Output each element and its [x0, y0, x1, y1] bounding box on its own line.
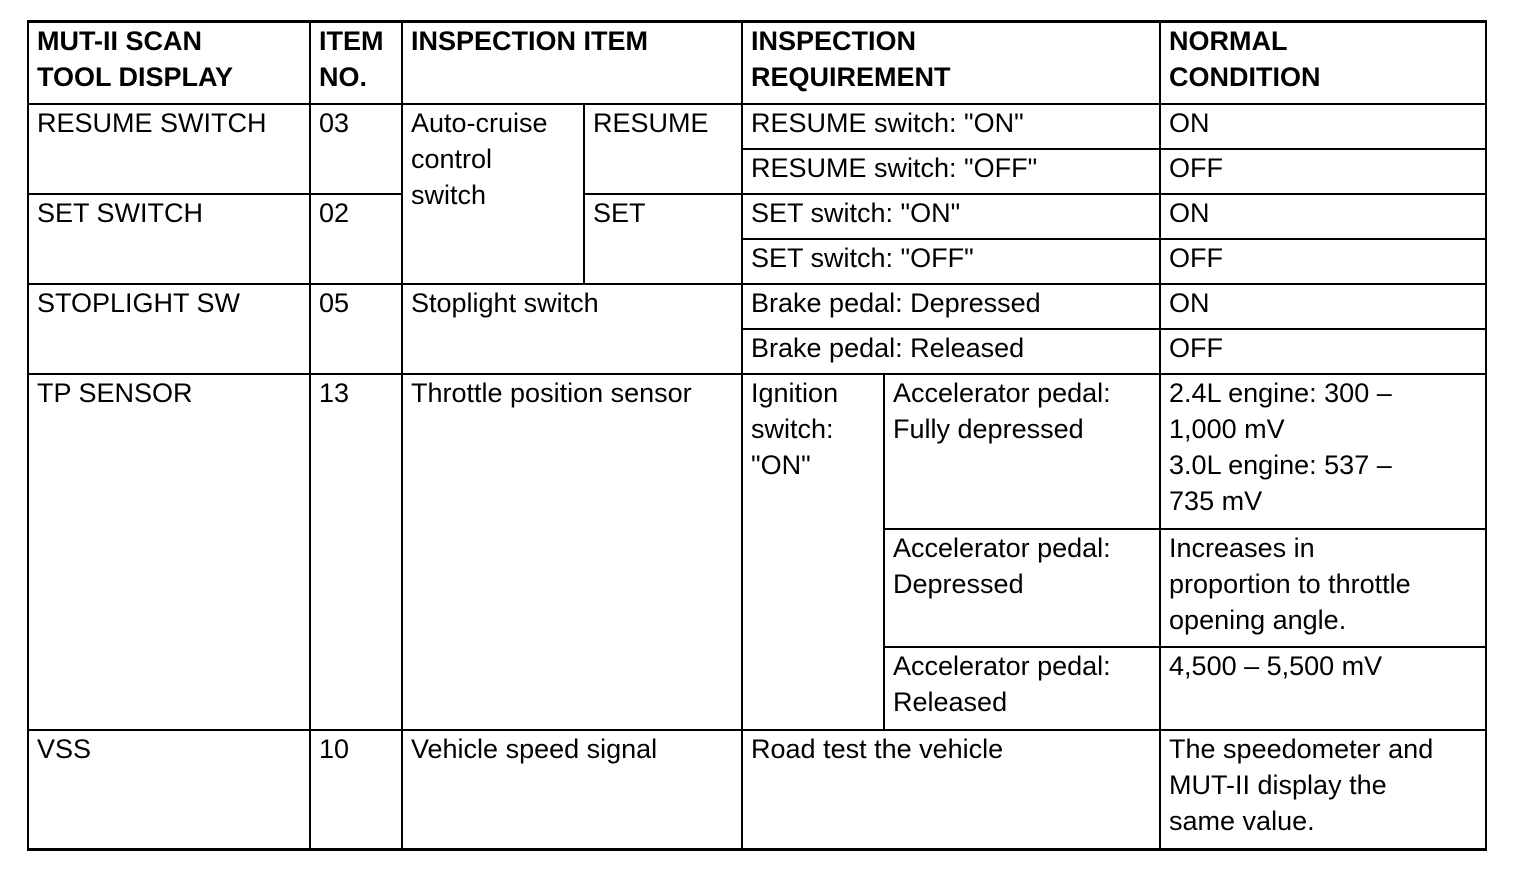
cell-requirement: Accelerator pedal: Depressed — [884, 529, 1160, 647]
cell-display: SET SWITCH — [28, 194, 310, 284]
table-row — [28, 374, 1486, 529]
cell-requirement: Road test the vehicle — [742, 730, 1160, 850]
table-row — [28, 730, 1486, 850]
cell-requirement: Accelerator pedal: Released — [884, 647, 1160, 730]
cell-display: RESUME SWITCH — [28, 104, 310, 194]
cell-requirement: Brake pedal: Released — [742, 329, 1160, 374]
cell-display: TP SENSOR — [28, 374, 310, 730]
cell-item: Throttle position sensor — [402, 374, 742, 730]
cell-display: VSS — [28, 730, 310, 850]
header-item-no: ITEM NO. — [310, 22, 402, 104]
cell-condition: The speedometer and MUT-II display the same value. — [1160, 730, 1486, 850]
cell-requirement: SET switch: "ON" — [742, 194, 1160, 239]
cell-ignition: Ignition switch: "ON" — [742, 374, 884, 730]
cell-sub-item: SET — [584, 194, 742, 284]
cell-condition: OFF — [1160, 149, 1486, 194]
cell-condition: ON — [1160, 194, 1486, 239]
header-row — [28, 22, 1486, 104]
cell-requirement: Brake pedal: Depressed — [742, 284, 1160, 329]
cell-item-no: 03 — [310, 104, 402, 194]
cell-item-no: 02 — [310, 194, 402, 284]
cell-condition: ON — [1160, 284, 1486, 329]
header-display: MUT-II SCAN TOOL DISPLAY — [28, 22, 310, 104]
cell-requirement: Accelerator pedal: Fully depressed — [884, 374, 1160, 529]
cell-item: Stoplight switch — [402, 284, 742, 374]
cell-sub-item: RESUME — [584, 104, 742, 194]
header-normal-condition: NORMAL CONDITION — [1160, 22, 1486, 104]
cell-condition: 4,500 – 5,500 mV — [1160, 647, 1486, 730]
cell-condition: OFF — [1160, 239, 1486, 284]
cell-item: Vehicle speed signal — [402, 730, 742, 850]
cell-item-no: 10 — [310, 730, 402, 850]
cell-requirement: RESUME switch: "ON" — [742, 104, 1160, 149]
inspection-table — [27, 20, 1487, 851]
cell-item-group: Auto-cruise control switch — [402, 104, 584, 284]
table-row — [28, 194, 1486, 239]
cell-requirement: RESUME switch: "OFF" — [742, 149, 1160, 194]
cell-condition: Increases in proportion to throttle opening angle. — [1160, 529, 1486, 647]
table-row — [28, 104, 1486, 149]
cell-item-no: 13 — [310, 374, 402, 730]
cell-condition: ON — [1160, 104, 1486, 149]
header-inspection-item: INSPECTION ITEM — [402, 22, 742, 104]
cell-requirement: SET switch: "OFF" — [742, 239, 1160, 284]
cell-display: STOPLIGHT SW — [28, 284, 310, 374]
cell-condition: OFF — [1160, 329, 1486, 374]
table-row — [28, 284, 1486, 329]
header-inspection-requirement: INSPECTION REQUIREMENT — [742, 22, 1160, 104]
cell-condition: 2.4L engine: 300 – 1,000 mV 3.0L engine: 537 – 735 mV — [1160, 374, 1486, 529]
cell-item-no: 05 — [310, 284, 402, 374]
